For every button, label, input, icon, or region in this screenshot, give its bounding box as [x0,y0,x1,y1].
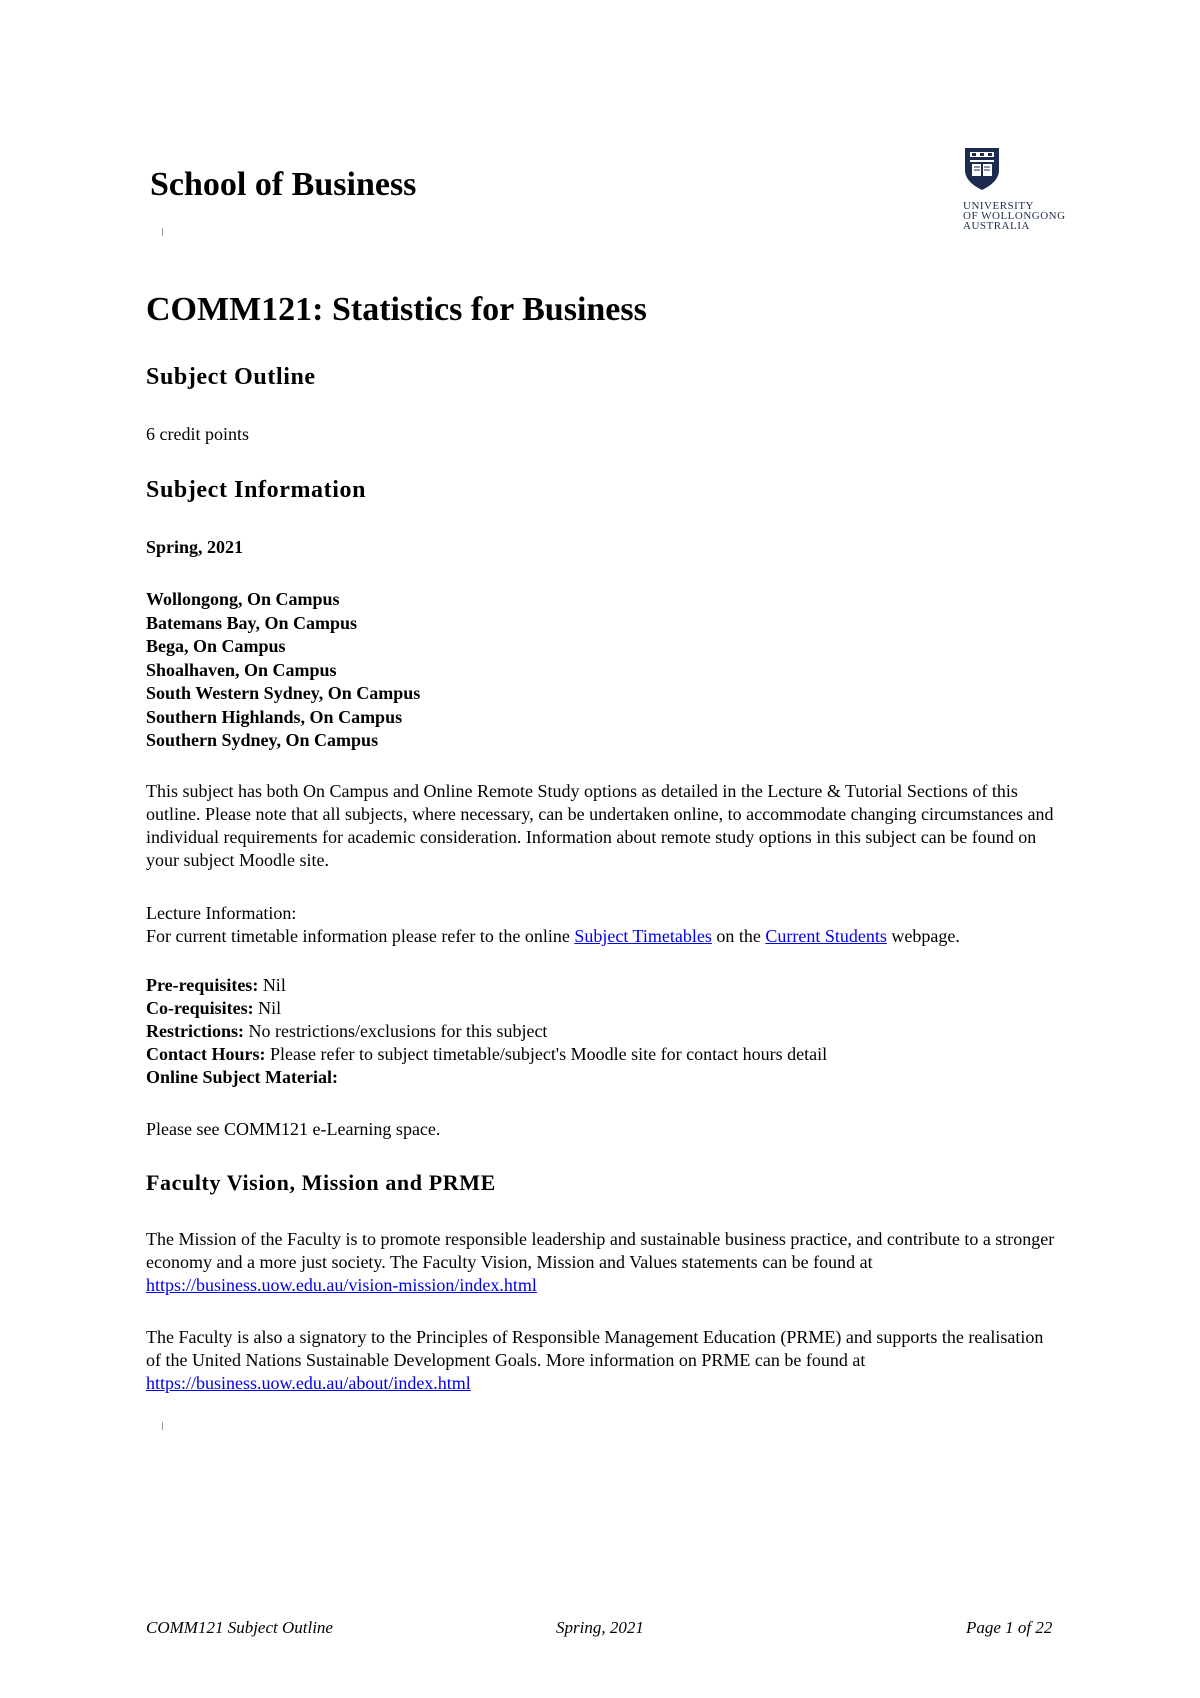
campus-item: Wollongong, On Campus [146,589,340,609]
logo-line: AUSTRALIA [963,220,1030,232]
faculty-mission-text: The Mission of the Faculty is to promote responsible leadership and sustainable business practice, and contribute to a stronger economy and a more just society. The Faculty Vision, Mission and Values statements can be found at [146,1229,1055,1272]
campus-list [146,588,420,753]
requirement-label: Restrictions: [146,1021,244,1041]
lecture-information-text [146,925,960,948]
session-label: Spring, 2021 [146,537,244,557]
logo-wordmark [963,201,1066,231]
lecture-information-label: Lecture Information: [146,903,297,923]
requirement-label: Online Subject Material: [146,1067,338,1087]
logo-line: OF WOLLONGONG [963,210,1066,222]
lecture-text-prefix: For current timetable information please refer to the online [146,926,575,946]
prme-text: The Faculty is also a signatory to the Principles of Responsible Management Education (PRME) and supports the realisation of the United Nations Sustainable Development Goals. More information on PRME can be found at [146,1327,1044,1370]
delivery-paragraph: This subject has both On Campus and Online Remote Study options as detailed in the Lecture & Tutorial Sections of this outline. Please note that all subjects, where necessary, can be undertaken online, to accommodate changing circumstances and individual requirements for academic consideration. Information about remote study options in this subject can be found on your subject Moodle site. [146,781,1054,870]
about-link[interactable]: https://business.uow.edu.au/about/index.html [146,1373,471,1393]
prme-paragraph [146,1326,1056,1395]
campus-item: Shoalhaven, On Campus [146,659,337,680]
elearning-note: Please see COMM121 e-Learning space. [146,1119,441,1139]
footer-session: Spring, 2021 [556,1618,644,1637]
subject-title: COMM121: Statistics for Business [146,291,647,328]
margin-mark [162,228,163,236]
campus-item: Batemans Bay, On Campus [146,612,358,633]
requirement-label: Pre-requisites: [146,975,259,995]
subject-outline-heading: Subject Outline [146,364,316,390]
requirement-row [146,1020,827,1043]
lecture-text-mid: on the [711,926,766,946]
footer-page-number: Page 1 of 22 [966,1618,1053,1637]
requirement-value: No restrictions/exclusions for this subject [243,1021,548,1041]
requirement-value: Nil [258,975,286,995]
faculty-heading: Faculty Vision, Mission and PRME [146,1170,496,1195]
requirement-row [146,1043,827,1066]
logo-line: UNIVERSITY [963,200,1034,212]
subject-information-heading: Subject Information [146,477,367,503]
requirements-list [146,974,827,1089]
credit-points: 6 credit points [146,424,249,444]
requirement-label: Co-requisites: [146,998,254,1018]
campus-item: Southern Sydney, On Campus [146,730,379,750]
campus-item: South Western Sydney, On Campus [146,683,421,703]
requirement-value: Nil [253,998,282,1018]
current-students-link[interactable]: Current Students [765,926,887,946]
footer-subject: COMM121 Subject Outline [146,1618,333,1637]
requirement-row [146,997,827,1020]
requirement-row [146,974,827,997]
requirement-label: Contact Hours: [146,1044,266,1064]
campus-item: Southern Highlands, On Campus [146,706,403,727]
university-crest-icon [962,146,1002,192]
requirement-value: Please refer to subject timetable/subject's Moodle site for contact hours detail [265,1044,828,1064]
faculty-mission-paragraph [146,1228,1056,1297]
school-name: School of Business [150,166,417,203]
margin-mark [162,1422,163,1430]
requirement-row [146,1066,827,1089]
subject-timetables-link[interactable]: Subject Timetables [574,926,712,946]
lecture-text-suffix: webpage. [886,926,960,946]
campus-item: Bega, On Campus [146,636,286,656]
vision-mission-link[interactable]: https://business.uow.edu.au/vision-mission/index.html [146,1275,537,1295]
